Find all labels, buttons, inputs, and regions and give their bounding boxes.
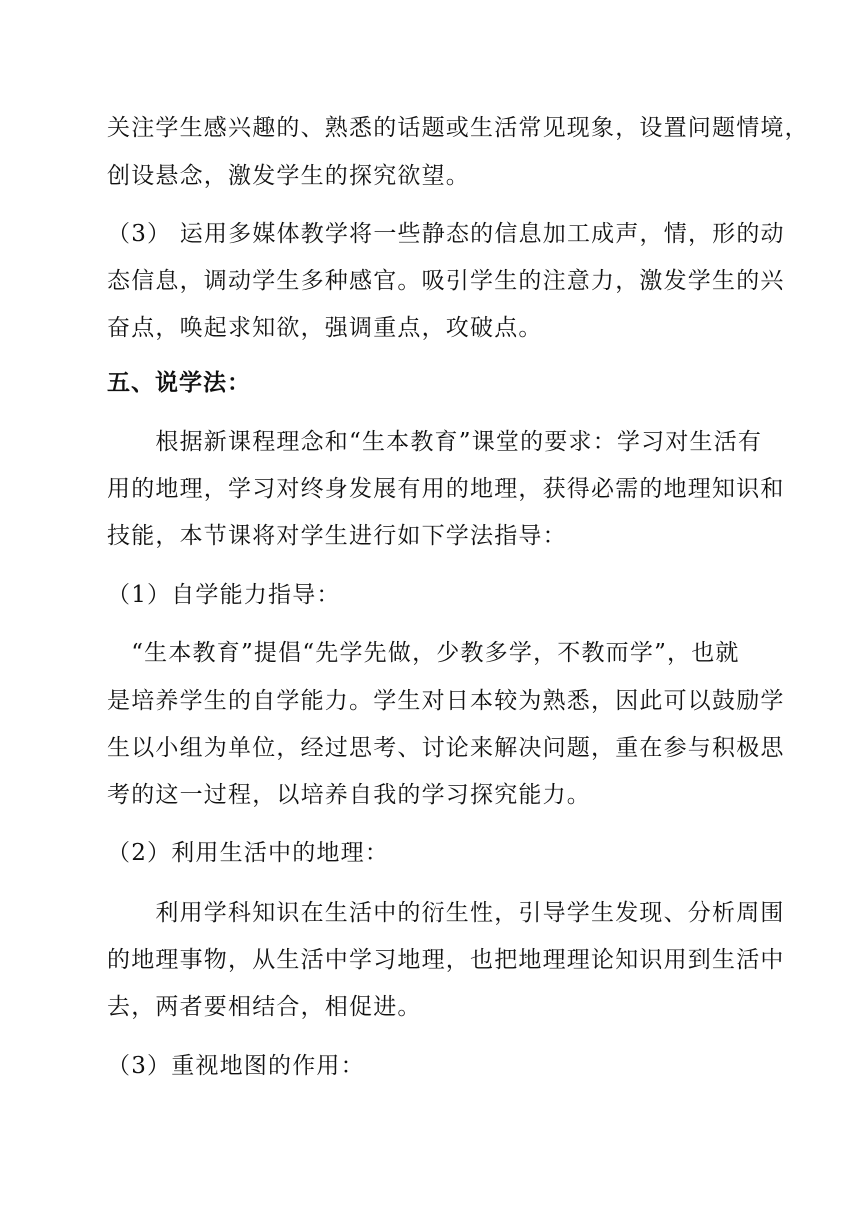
- section-heading: 五、说学法：: [107, 370, 251, 396]
- paragraph-line: 关注学生感兴趣的、熟悉的话题或生活常见现象，设置问题情境，: [107, 115, 809, 141]
- paragraph-line: 创设悬念，激发学生的探究欲望。: [107, 163, 470, 189]
- paragraph-line: 考的这一过程，以培养自我的学习探究能力。: [107, 782, 591, 808]
- paragraph-line: 生以小组为单位，经过思考、讨论来解决问题，重在参与积极思: [107, 735, 785, 761]
- paragraph-line: 利用学科知识在生活中的衍生性，引导学生发现、分析周围: [107, 900, 785, 926]
- subheading-1: （1）自学能力指导：: [107, 582, 341, 608]
- list-item-3-line: （3） 运用多媒体教学将一些静态的信息加工成声，情，形的动: [107, 221, 785, 247]
- paragraph-line: 根据新课程理念和“生本教育”课堂的要求：学习对生活有: [107, 429, 763, 455]
- paragraph-line: 用的地理，学习对终身发展有用的地理，获得必需的地理知识和: [107, 476, 785, 502]
- paragraph-line: 态信息，调动学生多种感官。吸引学生的注意力，激发学生的兴: [107, 268, 785, 294]
- paragraph-line: 奋点，唤起求知欲，强调重点，攻破点。: [107, 315, 543, 341]
- paragraph-line: 是培养学生的自学能力。学生对日本较为熟悉，因此可以鼓励学: [107, 688, 785, 714]
- paragraph-line: 技能，本节课将对学生进行如下学法指导：: [107, 523, 567, 549]
- paragraph-line: 去，两者要相结合，相促进。: [107, 994, 422, 1020]
- subheading-2: （2）利用生活中的地理：: [107, 840, 390, 866]
- paragraph-line: 的地理事物，从生活中学习地理，也把地理理论知识用到生活中: [107, 947, 785, 973]
- subheading-3: （3）重视地图的作用：: [107, 1053, 365, 1079]
- paragraph-line: “生本教育”提倡“先学先做，少教多学，不教而学”，也就: [107, 640, 740, 666]
